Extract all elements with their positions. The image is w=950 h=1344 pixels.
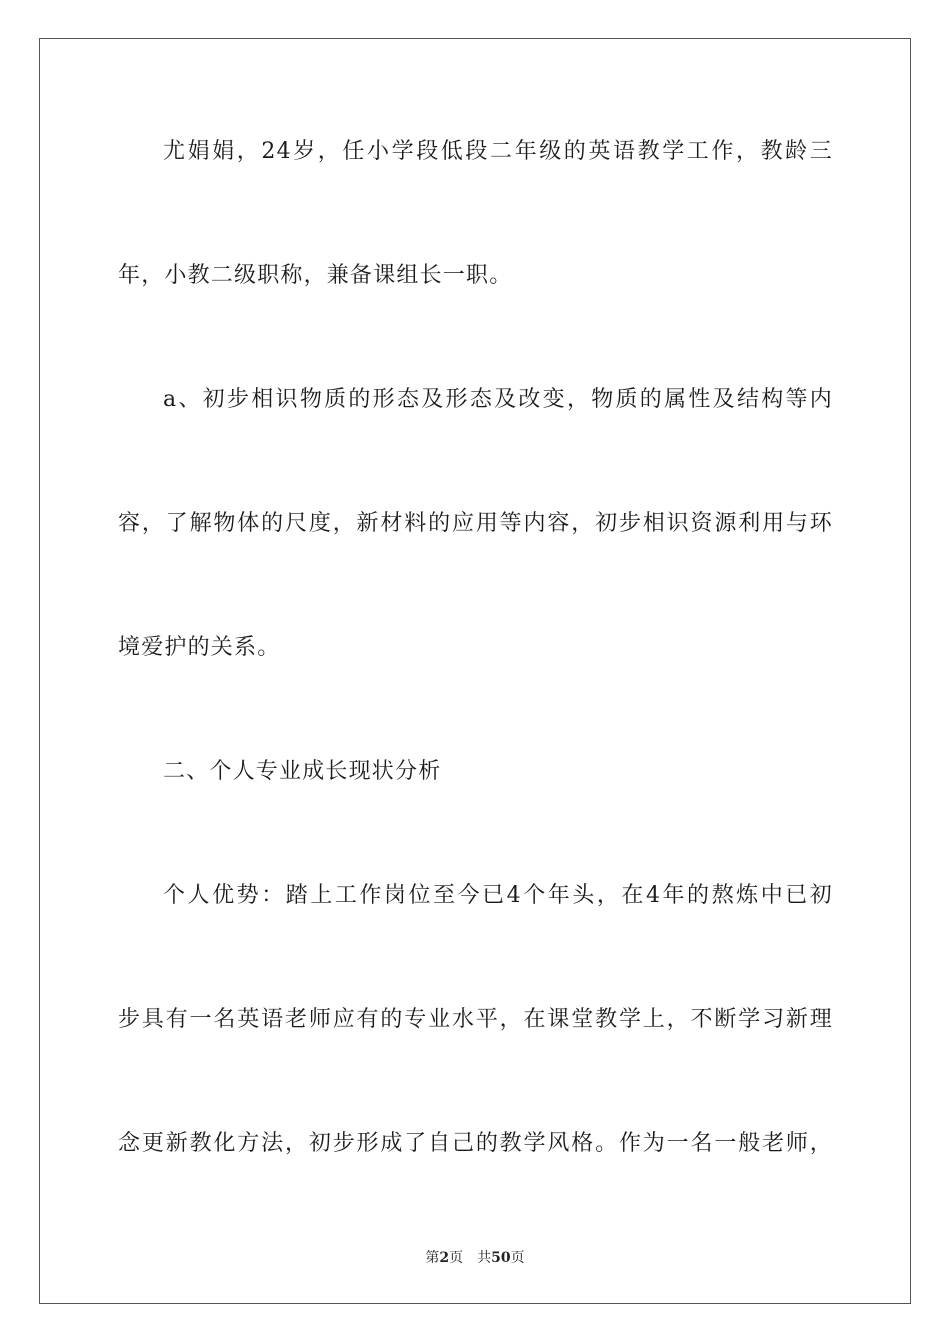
footer-total-prefix: 共	[477, 1250, 492, 1266]
page-footer	[0, 1247, 950, 1267]
footer-prefix: 第	[425, 1250, 440, 1266]
text-line-5: 境爱护的关系。	[118, 635, 281, 660]
text-line-2: 年，小教二级职称，兼备课组长一职。	[118, 263, 513, 288]
text-line-8: 步具有一名英语老师应有的专业水平，在课堂教学上，不断学习新理	[118, 1007, 833, 1032]
page-border	[39, 38, 911, 1304]
text-line-4: 容，了解物体的尺度，新材料的应用等内容，初步相识资源利用与环	[118, 511, 833, 536]
footer-page-suffix: 页	[449, 1250, 464, 1266]
text-line-7: 个人优势：踏上工作岗位至今已4个年头，在4年的熬炼中已初	[163, 883, 833, 908]
text-line-9: 念更新教化方法，初步形成了自己的教学风格。作为一名一般老师，	[118, 1131, 833, 1156]
text-line-1: 尤娟娟，24岁，任小学段低段二年级的英语教学工作，教龄三	[163, 139, 833, 164]
text-line-3: a、初步相识物质的形态及形态及改变，物质的属性及结构等内	[163, 387, 833, 412]
page-number: 2	[439, 1250, 450, 1266]
footer-total-suffix: 页	[510, 1250, 525, 1266]
section-heading: 二、个人专业成长现状分析	[163, 759, 442, 784]
total-pages: 50	[491, 1250, 511, 1266]
